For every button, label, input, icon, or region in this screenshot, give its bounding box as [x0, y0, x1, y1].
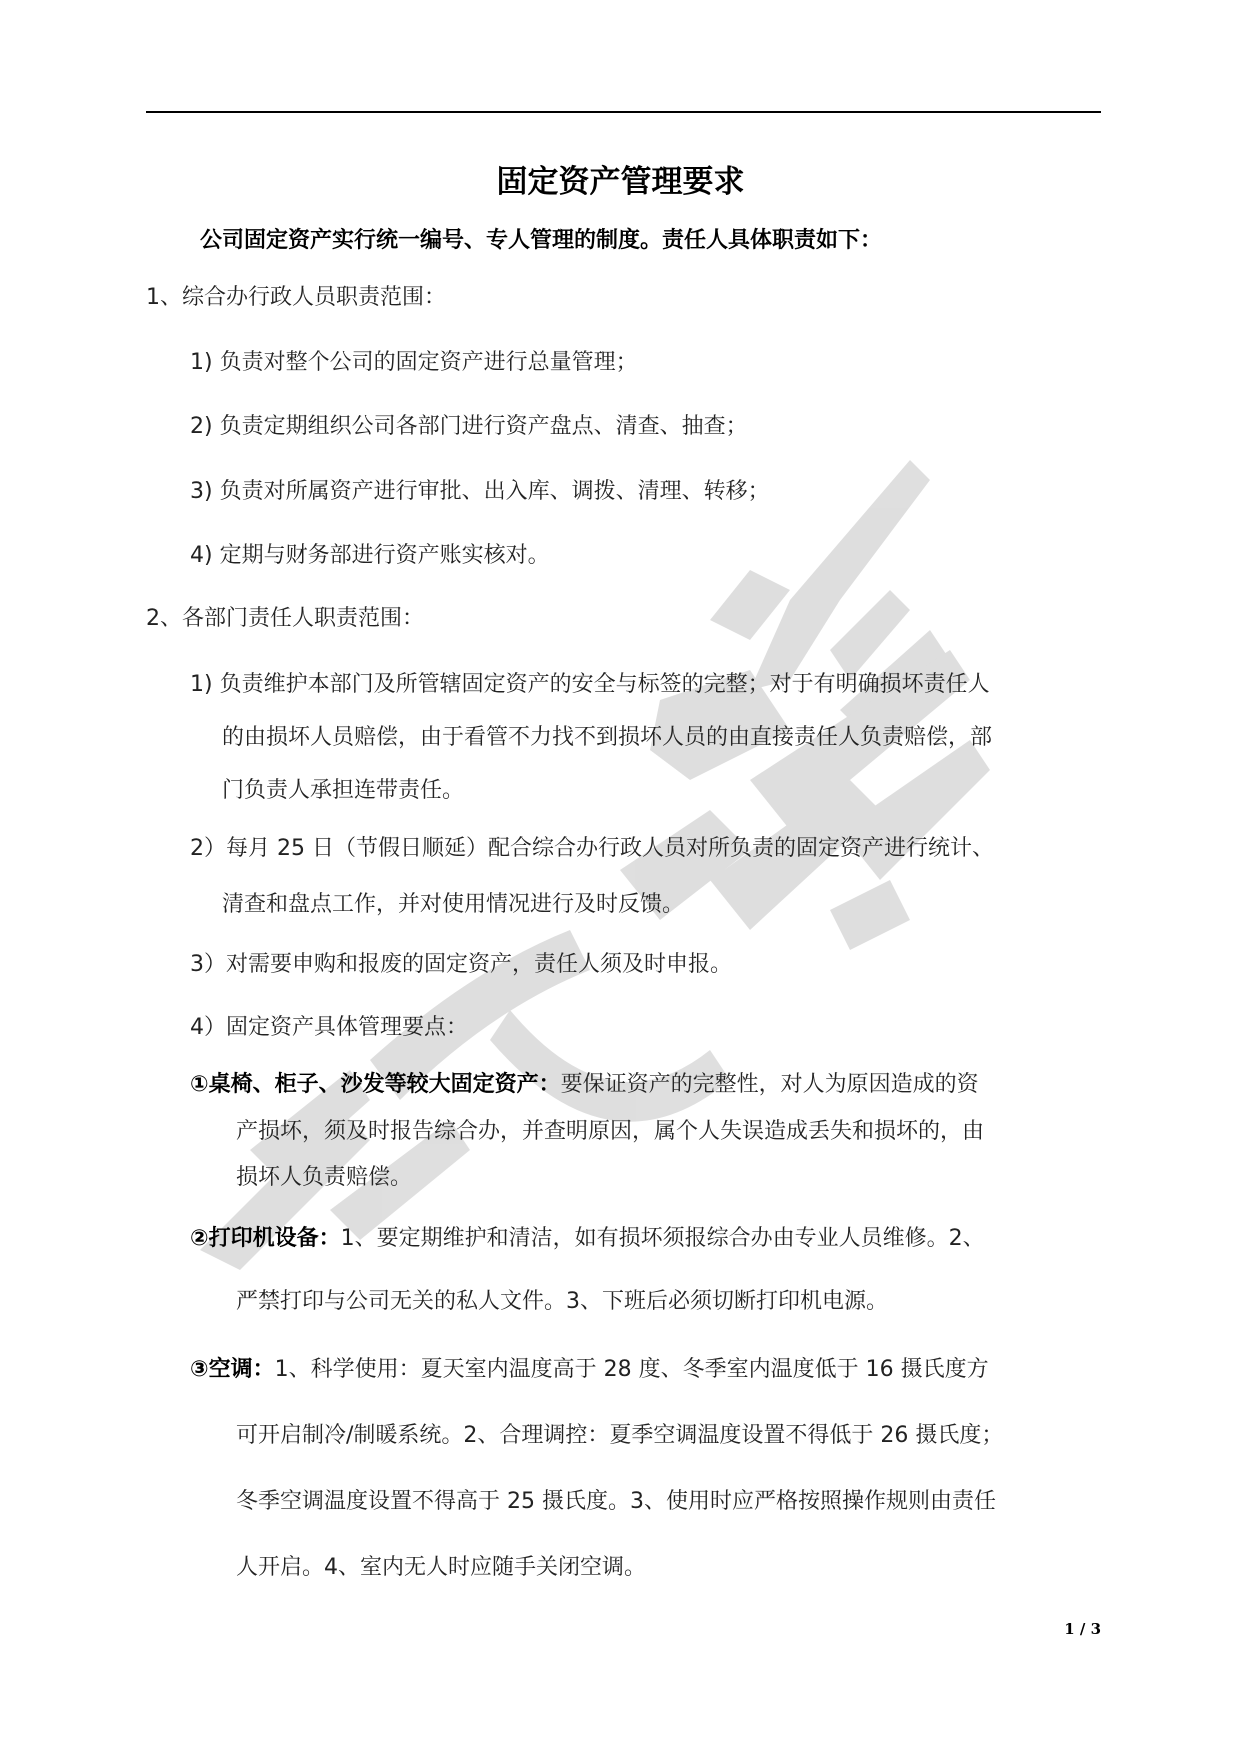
point3-line3: 冬季空调温度设置不得高于 25 摄氏度。3、使用时应严格按照操作规则由责任: [236, 1489, 996, 1514]
section1-item-1: 1) 负责对整个公司的固定资产进行总量管理；: [190, 350, 638, 375]
section2-item1-line3: 门负责人承担连带责任。: [222, 778, 465, 803]
section2-item4: 4）固定资产具体管理要点：: [190, 1015, 468, 1040]
point1-line3: 损坏人负责赔偿。: [236, 1165, 413, 1190]
point1-line2: 产损坏，须及时报告综合办，并查明原因，属个人失误造成丢失和损坏的，由: [236, 1119, 985, 1144]
point2-line1: [190, 1224, 985, 1254]
section2-item2-line1: 2）每月 25 日（节假日顺延）配合综合办行政人员对所负责的固定资产进行统计、: [190, 836, 994, 861]
page-number: 1 / 3: [1064, 1620, 1101, 1638]
point3-line1: [190, 1355, 989, 1385]
point1-line1: [190, 1070, 979, 1100]
header-rule: [146, 111, 1101, 113]
section2-heading: 2、各部门责任人职责范围：: [146, 606, 424, 631]
section1-item-3: 3) 负责对所属资产进行审批、出入库、调拨、清理、转移；: [190, 479, 770, 504]
section2-item3: 3）对需要申购和报废的固定资产，责任人须及时申报。: [190, 952, 732, 977]
point2-text-1: 1、要定期维护和清洁，如有损坏须报综合办由专业人员维修。2、: [340, 1226, 985, 1251]
point2-line2: 严禁打印与公司无关的私人文件。3、下班后必须切断打印机电源。: [236, 1289, 888, 1314]
point3-line4: 人开启。4、室内无人时应随手关闭空调。: [236, 1555, 646, 1580]
section1-heading: 1、综合办行政人员职责范围：: [146, 285, 446, 310]
document-title: 固定资产管理要求: [496, 164, 745, 200]
point3-label: ③空调：: [190, 1357, 275, 1382]
point3-text-1: 1、科学使用：夏天室内温度高于 28 度、冬季室内温度低于 16 摄氏度方: [274, 1357, 989, 1382]
point3-line2: 可开启制冷/制暖系统。2、合理调控：夏季空调温度设置不得低于 26 摄氏度；: [236, 1423, 1004, 1448]
section1-item-4: 4) 定期与财务部进行资产账实核对。: [190, 543, 550, 568]
point2-label: ②打印机设备：: [190, 1226, 341, 1251]
section2-item1-line1: 1) 负责维护本部门及所管辖固定资产的安全与标签的完整；对于有明确损坏责任人: [190, 672, 990, 697]
section2-item2-line2: 清查和盘点工作，并对使用情况进行及时反馈。: [222, 892, 685, 917]
point1-text-1: 要保证资产的完整性，对人为原因造成的资: [560, 1072, 979, 1097]
point1-label: ①桌椅、柜子、沙发等较大固定资产：: [190, 1072, 561, 1097]
section2-item1-line2: 的由损坏人员赔偿，由于看管不力找不到损坏人员的由直接责任人负责赔偿，部: [222, 725, 993, 750]
section1-item-2: 2) 负责定期组织公司各部门进行资产盘点、清查、抽查；: [190, 414, 748, 439]
intro-paragraph: 公司固定资产实行统一编号、专人管理的制度。责任人具体职责如下：: [200, 228, 883, 253]
